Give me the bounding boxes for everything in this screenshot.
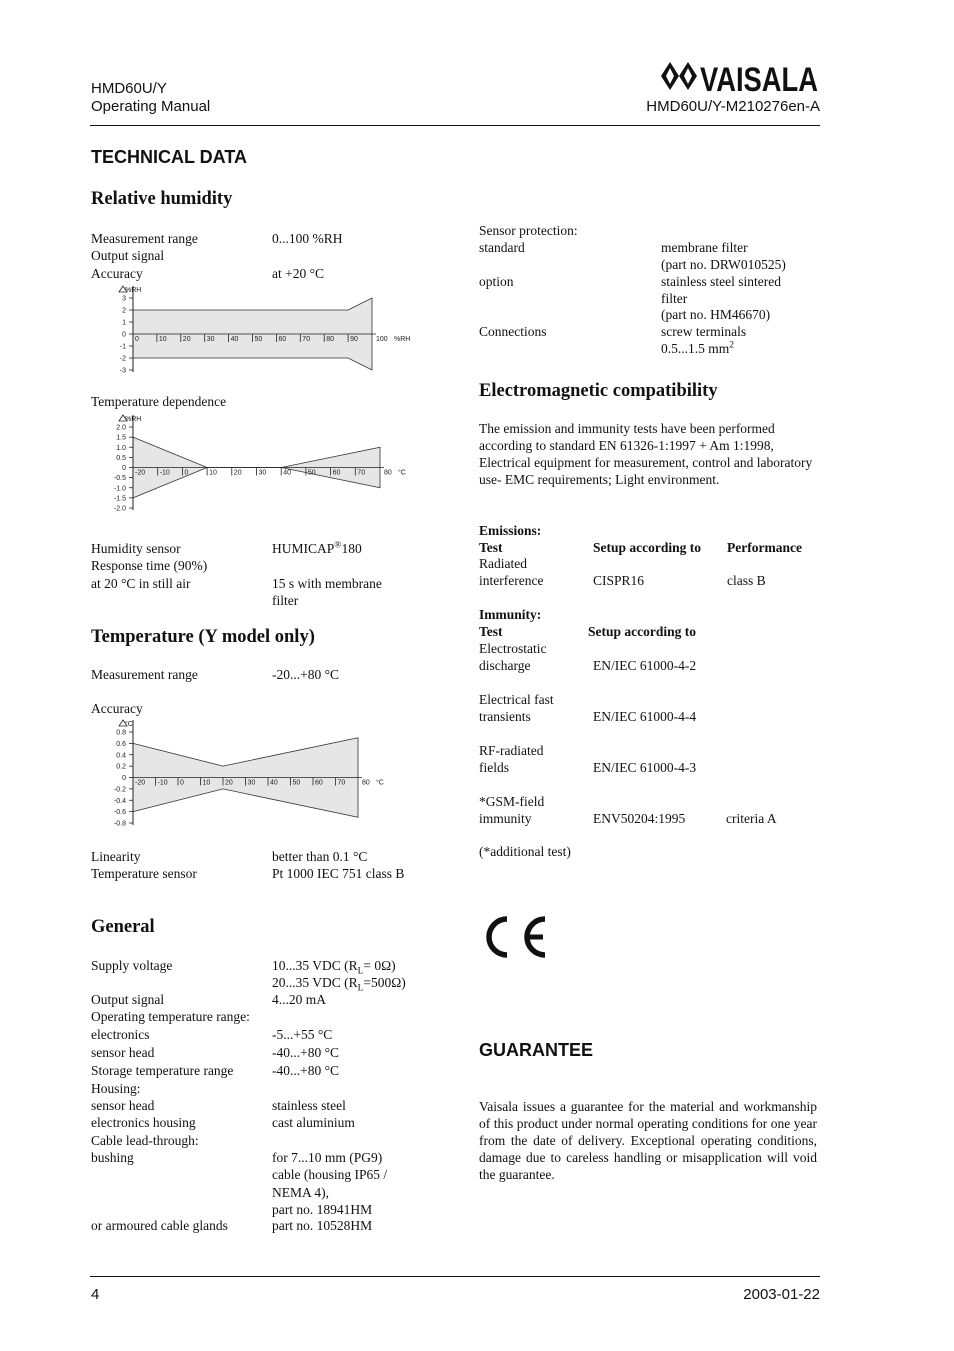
- general-row-label: electronics housing: [91, 1115, 196, 1131]
- general-row-value: -5...+55 °C: [272, 1027, 333, 1043]
- supply-label: Supply voltage: [91, 958, 173, 973]
- x-tick-label: 100: [376, 336, 388, 343]
- x-tick-label: 0: [184, 469, 189, 477]
- y-axis-unit: %RH: [125, 287, 142, 294]
- general-row-label: or armoured cable glands: [91, 1217, 228, 1233]
- x-tick-label: 80: [362, 779, 370, 787]
- rh-accuracy-chart: [100, 278, 430, 378]
- y-tick-label: -0.6: [113, 809, 126, 817]
- emissions-col-setup: Setup according to: [593, 540, 701, 555]
- guarantee-paragraph: Vaisala issues a guarantee for the material and workmanship of this product under normal operating conditions for one year from the date of delivery. Exceptional operating conditions, damage due to careless handling or misapplication will void the guarantee.: [479, 1099, 817, 1182]
- response-label-2: at 20 °C in still air: [91, 576, 191, 591]
- general-row-value: cast aluminium: [272, 1115, 355, 1131]
- general-row-label: sensor head: [91, 1044, 155, 1060]
- sensor-protection-value: screw terminals: [661, 324, 747, 339]
- x-axis-unit: %RH: [394, 336, 411, 343]
- vaisala-logo: [658, 58, 820, 99]
- general-row-value: part no. 10528HM: [272, 1217, 373, 1233]
- x-tick-label: 20: [182, 336, 191, 343]
- x-tick-label: 90: [350, 336, 358, 343]
- header-model: HMD60U/Y: [91, 80, 167, 97]
- temp-range-label: Measurement range: [91, 667, 198, 682]
- header-rule: [90, 125, 820, 126]
- header-doc-code: HMD60U/Y-M210276en-A: [646, 98, 820, 115]
- immunity-setup: EN/IEC 61000-4-2: [593, 658, 697, 673]
- emissions-col-test: Test: [479, 540, 503, 555]
- y-tick-label: 1: [122, 319, 126, 327]
- emissions-title: Emissions:: [479, 523, 542, 538]
- supply-value-2: 20...35 VDC $(R_L=500\Omega)$: [272, 975, 406, 994]
- ce-mark-icon: [480, 913, 550, 966]
- footer-date: 2003-01-22: [743, 1286, 820, 1303]
- rh-tempdep-chart: [100, 408, 430, 518]
- y-tick-label: -0.4: [113, 797, 126, 805]
- y-tick-label: -1: [119, 343, 126, 351]
- temp-accuracy-chart: [100, 713, 430, 831]
- general-row-value: cable (housing IP65 /: [272, 1167, 388, 1183]
- x-axis-unit: °C: [398, 469, 406, 477]
- y-tick-label: 1.5: [116, 434, 126, 442]
- immunity-test-line-1: Electrostatic: [479, 641, 547, 656]
- immunity-test-line-2: fields: [479, 760, 509, 775]
- x-tick-label: 30: [247, 779, 256, 787]
- y-tick-label: -3: [119, 367, 126, 375]
- general-row-label: electronics: [91, 1027, 150, 1043]
- x-tick-label: 40: [283, 469, 291, 477]
- immunity-title: Immunity:: [479, 607, 542, 622]
- immunity-col-setup: Setup according to: [588, 624, 696, 639]
- supply-value-1: 10...35 VDC $(R_L= 0\Omega)$: [272, 958, 396, 977]
- x-tick-label: 60: [332, 469, 341, 477]
- temp-sensor-label: Temperature sensor: [91, 866, 197, 881]
- x-tick-label: 40: [270, 779, 278, 787]
- y-tick-label: 1.0: [116, 444, 126, 452]
- emc-note: (*additional test): [479, 844, 571, 859]
- x-tick-label: 80: [384, 469, 392, 477]
- x-tick-label: -20: [135, 779, 146, 787]
- x-tick-label: 20: [233, 469, 242, 477]
- sensor-protection-label: Connections: [479, 324, 547, 339]
- x-tick-label: 70: [357, 469, 366, 477]
- y-axis-unit: %RH: [125, 416, 142, 423]
- y-axis-unit: °C: [125, 721, 133, 728]
- general-row-label: Output signal: [91, 992, 165, 1007]
- x-tick-label: 80: [326, 336, 334, 343]
- general-row-value: -40...+80 °C: [272, 1044, 340, 1060]
- emc-paragraph: The emission and immunity tests have been performed according to standard EN 61326-1:1997 + Am 1:1998, Electrical equipment for measurement, control and laboratory use- EMC requirements; Light environment.: [479, 421, 813, 487]
- immunity-test-line-2: immunity: [479, 811, 532, 826]
- x-tick-label: 10: [202, 779, 211, 787]
- x-tick-label: -10: [157, 779, 168, 787]
- rh-accuracy-label: Accuracy: [91, 266, 143, 281]
- y-tick-label: 3: [122, 295, 126, 303]
- x-axis-unit: °C: [376, 779, 384, 787]
- linearity-label: Linearity: [91, 849, 141, 864]
- x-tick-label: -20: [135, 469, 146, 477]
- emissions-setup: CISPR16: [593, 573, 645, 588]
- x-tick-label: 40: [230, 336, 239, 343]
- temp-range-value: -20...+80 °C: [272, 667, 340, 682]
- x-tick-label: -10: [159, 469, 170, 477]
- rh-title: Relative humidity: [91, 189, 233, 209]
- y-tick-label: -2: [119, 355, 126, 363]
- y-tick-label: -1.5: [113, 495, 126, 503]
- sensor-protection-label: standard: [479, 240, 525, 255]
- general-row-value: -40...+80 °C: [272, 1062, 340, 1078]
- sensor-protection-value: filter: [661, 291, 688, 306]
- brand-wordmark: VAISALA: [700, 61, 818, 99]
- y-tick-label: 0: [122, 331, 126, 339]
- header-doc-type: Operating Manual: [91, 98, 211, 115]
- general-row-label: sensor head: [91, 1097, 155, 1113]
- response-value-2: filter: [272, 593, 299, 608]
- x-tick-label: 50: [307, 469, 316, 477]
- immunity-test-line-2: transients: [479, 709, 531, 724]
- y-tick-label: -0.8: [113, 820, 126, 828]
- y-tick-label: 0.6: [116, 740, 126, 748]
- rh-output-label: Output signal: [91, 248, 165, 263]
- y-tick-label: 2.0: [116, 424, 126, 432]
- y-tick-label: 0.4: [116, 752, 126, 760]
- y-tick-label: 2: [122, 307, 126, 315]
- immunity-test-line-1: *GSM-field: [479, 794, 545, 809]
- sensor-protection-label: option: [479, 274, 514, 289]
- immunity-test-line-2: discharge: [479, 658, 531, 673]
- temp-title: Temperature (Y model only): [91, 627, 315, 647]
- general-row-value: stainless steel: [272, 1097, 346, 1113]
- immunity-test-line-1: Electrical fast: [479, 692, 554, 707]
- sensor-protection-value: (part no. HM46670): [661, 307, 771, 322]
- main-title: TECHNICAL DATA: [91, 147, 247, 167]
- x-tick-label: 20: [225, 779, 233, 787]
- guarantee-title: GUARANTEE: [479, 1040, 594, 1060]
- sensor-protection-title: Sensor protection:: [479, 223, 578, 238]
- general-row-value: for 7...10 mm (PG9): [272, 1150, 383, 1166]
- x-tick-label: 50: [254, 336, 263, 343]
- immunity-performance: criteria A: [726, 811, 777, 826]
- x-tick-label: 50: [292, 779, 301, 787]
- emc-title: Electromagnetic compatibility: [479, 381, 718, 401]
- general-row-label: Cable lead-through:: [91, 1132, 199, 1148]
- general-title: General: [91, 917, 155, 937]
- sensor-protection-value: (part no. DRW010525): [661, 257, 786, 272]
- x-tick-label: 10: [158, 336, 167, 343]
- x-tick-label: 10: [209, 469, 217, 477]
- x-tick-label: 30: [206, 336, 215, 343]
- x-tick-label: 60: [278, 336, 287, 343]
- x-tick-label: 0: [180, 779, 184, 787]
- general-row-value: 4...20 mA: [272, 992, 326, 1007]
- response-label-1: Response time (90%): [91, 558, 208, 573]
- immunity-test-line-1: RF-radiated: [479, 743, 544, 758]
- general-row-label: Housing:: [91, 1080, 141, 1096]
- temp-sensor-value: Pt 1000 IEC 751 class B: [272, 866, 405, 881]
- rh-range-value: 0...100 %RH: [272, 231, 343, 246]
- general-row-value: part no. 18941HM: [272, 1201, 373, 1217]
- emissions-test-2: interference: [479, 573, 544, 588]
- y-tick-label: 0: [122, 465, 126, 472]
- emissions-performance: class B: [727, 573, 766, 588]
- emissions-test-1: Radiated: [479, 556, 527, 571]
- rh-range-label: Measurement range: [91, 231, 198, 246]
- y-tick-label: -2.0: [113, 505, 126, 513]
- humidity-sensor-label: Humidity sensor: [91, 541, 181, 556]
- general-row-label: Storage temperature range: [91, 1062, 234, 1078]
- y-tick-label: 0: [122, 775, 126, 782]
- y-tick-label: 0.8: [116, 729, 126, 737]
- general-row-label: bushing: [91, 1150, 134, 1166]
- y-tick-label: 0.2: [116, 763, 126, 771]
- y-tick-label: -0.2: [113, 786, 126, 794]
- footer-page-number: 4: [91, 1286, 100, 1303]
- vaisala-emblem-icon: [661, 62, 697, 90]
- x-tick-label: 70: [337, 779, 346, 787]
- y-tick-label: -0.5: [113, 475, 126, 483]
- rh-accuracy-value: at +20 °C: [272, 266, 325, 281]
- sensor-protection-value: membrane filter: [661, 240, 748, 255]
- x-tick-label: 60: [315, 779, 323, 787]
- y-tick-label: 0.5: [116, 454, 126, 462]
- immunity-col-test: Test: [479, 624, 503, 639]
- sensor-protection-value: stainless steel sintered: [661, 274, 781, 289]
- response-value-1: 15 s with membrane: [272, 576, 382, 591]
- immunity-setup: EN/IEC 61000-4-3: [593, 760, 697, 775]
- immunity-setup: EN/IEC 61000-4-4: [593, 709, 697, 724]
- linearity-value: better than 0.1 °C: [272, 849, 368, 864]
- x-tick-label: 30: [258, 469, 267, 477]
- emissions-col-performance: Performance: [727, 540, 802, 555]
- footer-rule: [90, 1276, 820, 1277]
- general-row-label: Operating temperature range:: [91, 1009, 250, 1025]
- y-tick-label: -1.0: [113, 485, 126, 493]
- immunity-setup: ENV50204:1995: [593, 811, 686, 826]
- temp-accuracy-label: Accuracy: [91, 701, 143, 716]
- x-tick-label: 70: [302, 336, 311, 343]
- x-tick-label: 0: [135, 336, 139, 343]
- general-row-value: NEMA 4),: [272, 1184, 329, 1200]
- connections-value-2: 0.5...1.5 $mm^2$: [661, 340, 734, 356]
- rh-tempdep-label: Temperature dependence: [91, 394, 227, 409]
- humidity-sensor-value: HUMICAP®180: [272, 540, 362, 556]
